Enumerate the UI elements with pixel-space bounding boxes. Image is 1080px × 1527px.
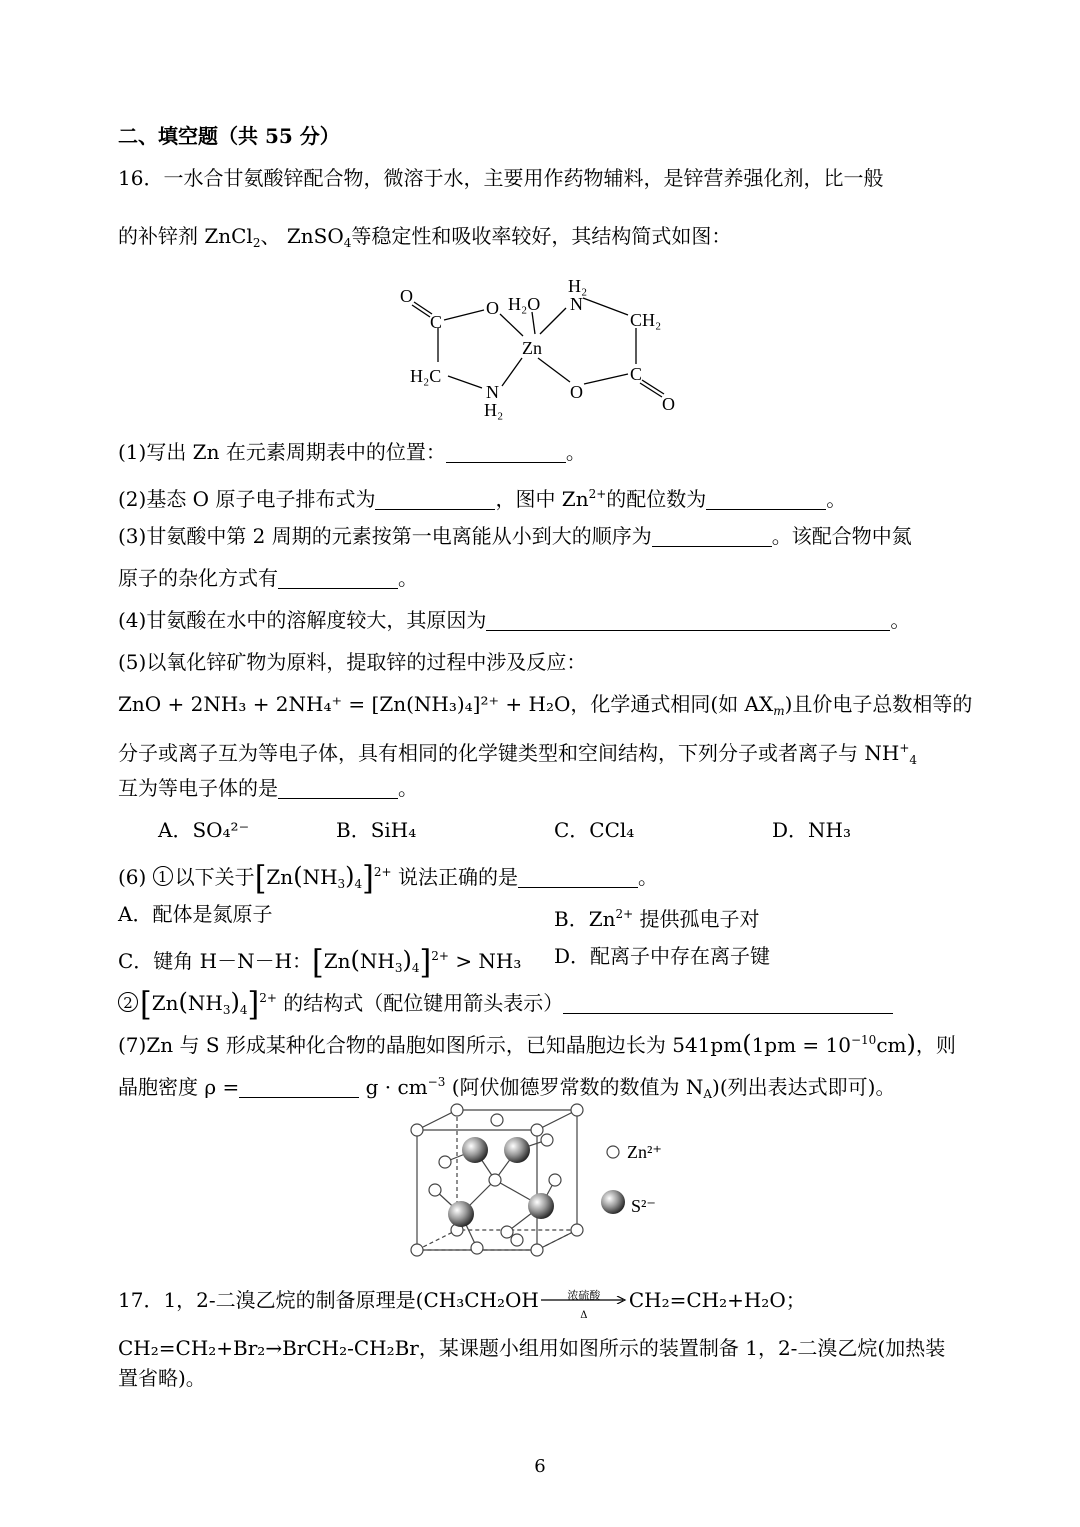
answer-blank[interactable] — [706, 487, 826, 510]
q16-part5-equation: ZnO + 2NH₃ + 2NH₄⁺ = [Zn(NH₃)₄]²⁺ + H₂O，化学通式相同(如 $AX_m$)且价电子总数相等的 — [118, 692, 973, 718]
circled-number-2: 2 — [118, 992, 138, 1012]
q16-part5: (5)以氧化锌矿物为原料，提取锌的过程中涉及反应： — [118, 650, 587, 674]
option-d[interactable]: D．NH₃ — [772, 818, 851, 842]
q16-part6: (6) 1 以下关于$[Zn(NH_3)_4]^{2+}$ 说法正确的是 。 — [118, 859, 658, 898]
q17-line3: 置省略)。 — [118, 1366, 206, 1390]
option-b[interactable]: B．$Zn^{2+}$ 提供孤电子对 — [554, 907, 760, 931]
answer-blank[interactable] — [375, 487, 495, 510]
answer-blank[interactable] — [518, 865, 638, 888]
structure-label: H₂ — [484, 400, 504, 420]
q16-part2: (2)基态 O 原子电子排布式为 ，图中 $Zn^{2+}$的配位数为 。 — [118, 487, 847, 511]
structure-label: H₂ — [568, 276, 588, 296]
option-d[interactable]: D．配离子中存在离子键 — [554, 944, 771, 968]
answer-blank[interactable] — [446, 440, 566, 463]
option-b[interactable]: B．SiH₄ — [336, 818, 417, 842]
structure-label: O — [400, 286, 413, 306]
structure-label: H₂O — [508, 294, 541, 314]
structure-label: H₂C — [410, 366, 442, 386]
q16-part5-line4: 互为等电子体的是 。 — [118, 776, 418, 800]
reaction-arrow: 浓硫酸 Δ — [539, 1288, 629, 1316]
q16-part4: (4)甘氨酸在水中的溶解度较大，其原因为 。 — [118, 608, 911, 632]
q16-part1: (1)写出 Zn 在元素周期表中的位置： 。 — [118, 440, 586, 464]
structure-label: C — [430, 312, 443, 332]
option-c[interactable]: C．CCl₄ — [554, 818, 635, 842]
q16-intro-line1: 16．一水合甘氨酸锌配合物，微溶于水，主要用作药物辅料，是锌营养强化剂，比一般 — [118, 166, 884, 190]
glycine-zinc-structure-diagram — [390, 270, 700, 420]
q16-part3-cont: 原子的杂化方式有 。 — [118, 566, 418, 590]
structure-label: O — [662, 394, 675, 414]
structure-label: C — [630, 364, 643, 384]
q16-part3: (3)甘氨酸中第 2 周期的元素按第一电离能从小到大的顺序为 。该配合物中氮 — [118, 524, 912, 548]
circled-number-1: 1 — [153, 866, 173, 886]
answer-blank[interactable] — [278, 776, 398, 799]
q17-line1: 17．1，2-二溴乙烷的制备原理是(CH₃CH₂OH 浓硫酸 Δ CH₂=CH₂+H₂O； — [118, 1288, 806, 1321]
structure-label: O — [486, 298, 499, 318]
answer-blank[interactable] — [563, 991, 893, 1014]
section-header: 二、填空题（共 55 分） — [118, 124, 340, 148]
structure-label: CH₂ — [630, 310, 662, 330]
answer-blank[interactable] — [239, 1075, 359, 1098]
legend-s-label: S²⁻ — [631, 1196, 656, 1216]
structure-label: N — [570, 294, 583, 314]
option-a[interactable]: A．SO₄²⁻ — [158, 818, 250, 842]
q16-intro-line2: 的补锌剂 ZnCl$_2$、 ZnSO$_4$等稳定性和吸收率较好，其结构简式如图： — [118, 224, 732, 250]
answer-blank[interactable] — [486, 608, 890, 631]
q16-part7-cont: 晶胞密度 $\rho = g \cdot cm^{-3}$ (阿伏伽德罗常数的数值为 $N_A$)(列出表达式即可)。 — [118, 1075, 896, 1101]
page-number: 6 — [534, 1456, 546, 1477]
q16-part7: (7)Zn 与 S 形成某种化合物的晶胞如图所示，已知晶胞边长为 $541pm(1pm = 10^{-10}cm)$，则 — [118, 1030, 956, 1058]
q16-part5-line3: 分子或离子互为等电子体，具有相同的化学键类型和空间结构，下列分子或者离子与 $NH^+_4$ — [118, 741, 918, 767]
legend-zn-label: Zn²⁺ — [627, 1142, 662, 1162]
zns-unit-cell-diagram — [405, 1100, 695, 1260]
structure-label: O — [570, 382, 583, 402]
option-a[interactable]: A．配体是氮原子 — [118, 902, 273, 926]
structure-label: Zn — [522, 338, 542, 358]
structure-label: N — [486, 382, 499, 402]
q16-part6-2: 2 $[Zn(NH_3)_4]^{2+}$ 的结构式（配位键用箭头表示） — [118, 984, 893, 1024]
option-c[interactable]: C．键角 H－N－H：$[Zn(NH_3)_4]^{2+} > NH_3$ — [118, 943, 522, 982]
reaction-equation: ZnO + 2NH₃ + 2NH₄⁺ = [Zn(NH₃)₄]²⁺ + H₂O — [118, 692, 571, 716]
answer-blank[interactable] — [652, 524, 772, 547]
q17-line2: CH₂=CH₂+Br₂→BrCH₂-CH₂Br，某课题小组用如图所示的装置制备 1，2-二溴乙烷(加热装 — [118, 1336, 946, 1360]
answer-blank[interactable] — [278, 566, 398, 589]
